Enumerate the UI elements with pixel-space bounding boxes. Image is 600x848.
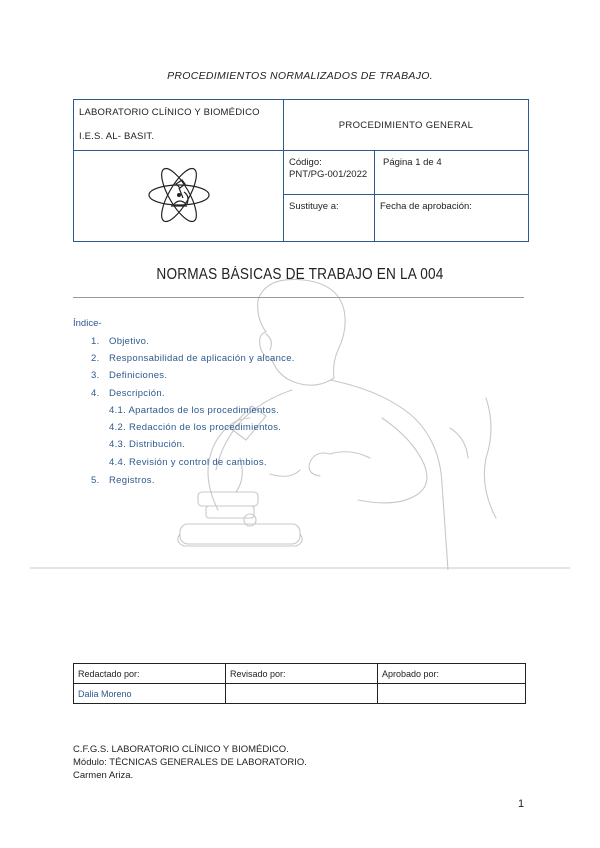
signature-approved-by [378, 684, 526, 704]
page-number: 1 [518, 798, 525, 810]
index-item-label: Objetivo. [109, 336, 150, 347]
index-item-label: Responsabilidad de aplicación y alcance. [109, 353, 295, 364]
index-item-label: Distribución. [129, 439, 186, 450]
signature-header-reviewed: Revisado por: [226, 664, 378, 684]
code-value: PNT/PG-001/2022 [289, 169, 368, 180]
index-item-descripcion[interactable] [91, 388, 165, 399]
index-item-definiciones[interactable] [91, 370, 167, 381]
document-header-title: PROCEDIMIENTOS NORMALIZADOS DE TRABAJO. [167, 70, 433, 82]
footer-course: C.F.G.S. LABORATORIO CLÍNICO Y BIOMÉDICO. [73, 744, 289, 755]
index-item-number: 4.1. [109, 405, 127, 416]
lab-name: LABORATORIO CLÍNICO Y BIOMÉDICO [79, 107, 260, 118]
lab-info-cell [74, 100, 284, 151]
replaces-cell [284, 195, 375, 242]
index-subitem-apartados[interactable] [109, 405, 279, 416]
procedure-info-table [73, 99, 529, 242]
document-footer [73, 743, 307, 782]
title-divider [73, 297, 524, 298]
signature-value-row [74, 684, 526, 704]
index-item-number: 4.3. [109, 439, 127, 450]
index-item-label: Redacción de los procedimientos. [129, 422, 282, 433]
signature-header-approved: Aprobado por: [378, 664, 526, 684]
page-cell [375, 151, 529, 195]
index-item-label: Registros. [109, 475, 155, 486]
logo-cell [74, 151, 284, 242]
code-label: Código: [289, 157, 322, 168]
index-subitem-distribucion[interactable] [109, 439, 185, 450]
signature-header-row [74, 664, 526, 684]
index-item-label: Apartados de los procedimientos. [128, 405, 280, 416]
index-item-objetivo[interactable] [91, 336, 149, 347]
procedure-type: PROCEDIMIENTO GENERAL [284, 100, 529, 151]
index-subitem-revision[interactable] [109, 457, 267, 468]
code-cell [284, 151, 375, 195]
signature-drafted-by: Dalia Moreno [74, 684, 226, 704]
document-title: NORMAS BÁSICAS DE TRABAJO EN LA 004 [156, 266, 444, 283]
index-item-number: 4.2. [109, 422, 127, 433]
page-label: Página 1 de 4 [383, 157, 442, 168]
school-name: I.E.S. AL- BASIT. [79, 131, 155, 142]
signature-header-drafted: Redactado por: [74, 664, 226, 684]
index-item-number: 4. [91, 388, 100, 399]
index-item-number: 1. [91, 336, 100, 347]
index-item-number: 3. [91, 370, 100, 381]
footer-author: Carmen Ariza. [73, 770, 134, 781]
replaces-label: Sustituye a: [289, 201, 339, 212]
index-item-number: 4.4. [109, 457, 127, 468]
atom-microscope-logo-icon [146, 166, 212, 224]
index-item-registros[interactable] [91, 475, 155, 486]
index-item-label: Revisión y control de cambios. [129, 457, 267, 468]
index-heading: Índice- [73, 318, 102, 329]
signature-table [73, 663, 526, 704]
index-item-label: Definiciones. [109, 370, 168, 381]
signature-reviewed-by [226, 684, 378, 704]
approval-date-label: Fecha de aprobación: [380, 201, 472, 212]
index-item-number: 5. [91, 475, 100, 486]
index-item-responsabilidad[interactable] [91, 353, 295, 364]
footer-module: Módulo: TÉCNICAS GENERALES DE LABORATORIO. [73, 757, 307, 768]
index-subitem-redaccion[interactable] [109, 422, 281, 433]
index-item-label: Descripción. [109, 388, 165, 399]
approval-date-cell [375, 195, 529, 242]
index-item-number: 2. [91, 353, 100, 364]
